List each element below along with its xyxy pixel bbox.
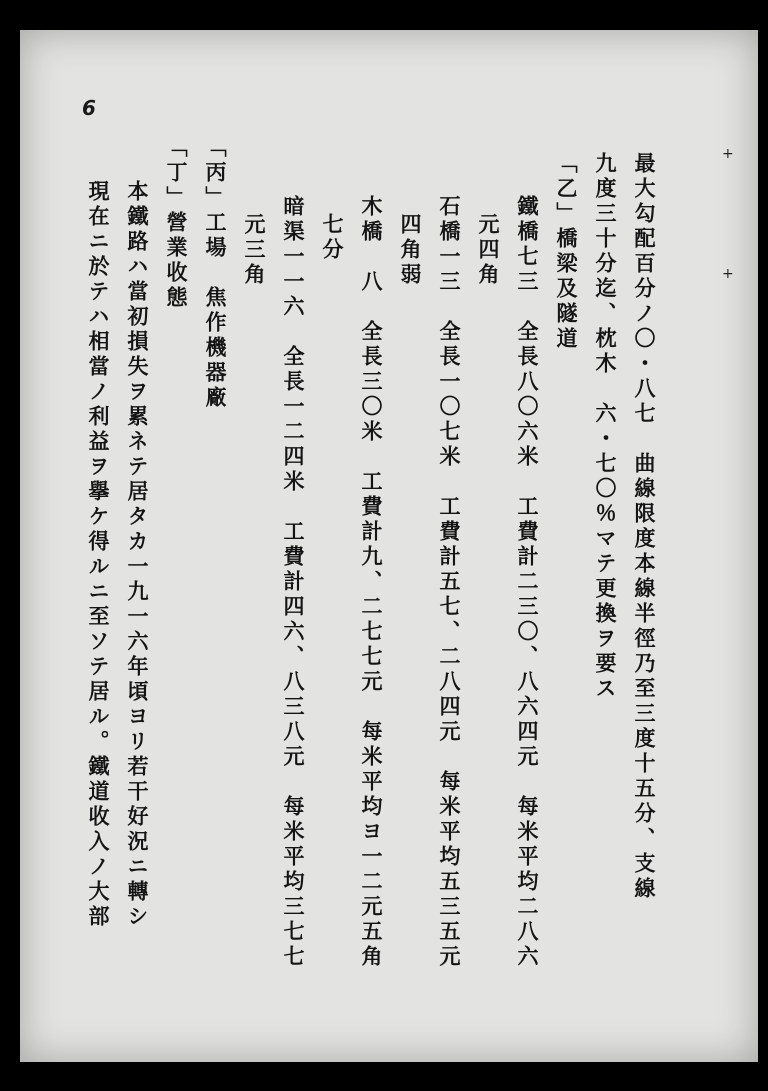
- text-line-7: 四角弱: [398, 213, 423, 288]
- text-line-8: 木橋 八 全長三〇米 工費計九、二七七元 每米平均ヨ一二元五角: [359, 195, 384, 970]
- text-line-1: 最大勾配百分ノ〇・八七 曲線限度本線半徑乃至三度十五分、支線: [632, 152, 657, 902]
- text-line-6: 石橋一三 全長一〇七米 工費計五七、二八四元 每米平均五三五元: [437, 195, 462, 970]
- section-heading-hei: 「丙」工場 焦作機器廠: [203, 136, 228, 411]
- page-number: 6: [82, 96, 96, 120]
- text-line-11: 元三角: [242, 213, 267, 288]
- text-line-15: 現在ニ於テハ相當ノ利益ヲ擧ケ得ルニ至ソテ居ル。鐵道收入ノ大部: [86, 180, 111, 930]
- text-line-9: 七分: [320, 213, 345, 263]
- text-line-2: 九度三十分迄、枕木 六・七〇％マテ更換ヲ要ス: [593, 152, 618, 702]
- scan-speck: +: [722, 266, 734, 282]
- text-line-10: 暗渠一一六 全長一二四米 工費計四六、八三八元 每米平均三七七: [281, 195, 306, 970]
- text-line-4: 鐵橋七三 全長八〇六米 工費計二三〇、八六四元 每米平均二八六: [515, 195, 540, 970]
- document-page: [20, 30, 758, 1062]
- scan-speck: +: [722, 146, 734, 162]
- text-line-5: 元四角: [476, 213, 501, 288]
- text-line-14: 本鐵路ハ當初損失ヲ累ネテ居タカ一九一六年頃ヨリ若干好況ニ轉シ: [125, 180, 150, 930]
- section-heading-otsu: 「乙」橋梁及隧道: [554, 152, 579, 352]
- section-heading-tei: 「丁」營業收態: [164, 136, 189, 311]
